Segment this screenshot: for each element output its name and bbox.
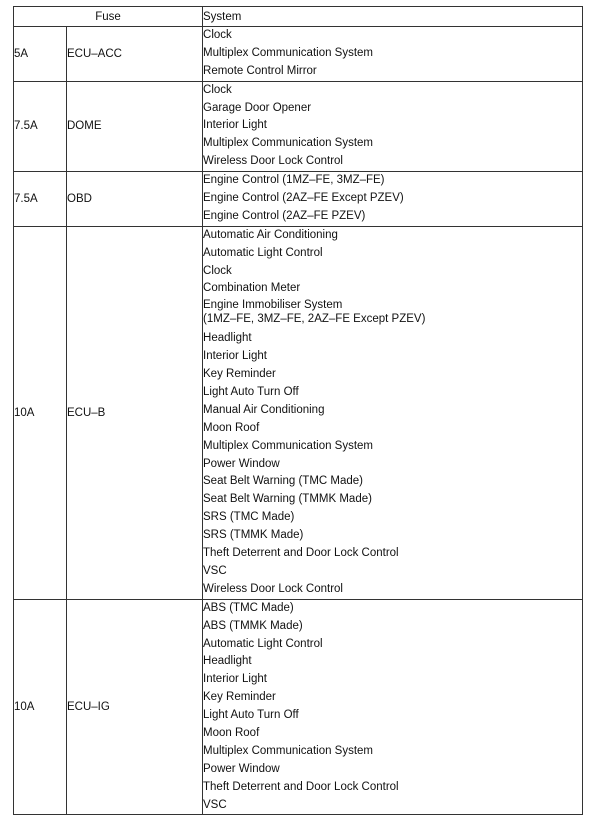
system-item: Seat Belt Warning (TMC Made) <box>203 475 363 488</box>
fuse-body <box>14 27 583 815</box>
system-item: Automatic Light Control <box>203 637 323 650</box>
system-item: Remote Control Mirror <box>203 64 317 77</box>
system-item: Multiplex Communication System <box>203 439 374 452</box>
system-item: Headlight <box>203 655 252 668</box>
system-item: Multiplex Communication System <box>203 744 374 757</box>
fuse-name: OBD <box>67 172 203 227</box>
system-item: VSC <box>203 798 227 811</box>
system-item: Power Window <box>203 762 280 775</box>
system-item: Wireless Door Lock Control <box>203 155 343 168</box>
system-item: Engine Control (2AZ–FE Except PZEV) <box>203 192 404 205</box>
system-list <box>203 172 583 227</box>
system-item: Interior Light <box>203 673 267 686</box>
fuse-row <box>14 81 583 171</box>
system-item: Automatic Light Control <box>203 246 323 259</box>
fuse-name: ECU–ACC <box>67 27 203 82</box>
system-item: Headlight <box>203 332 252 345</box>
fuse-row <box>14 599 583 815</box>
system-list <box>203 599 583 815</box>
system-item: SRS (TMMK Made) <box>203 529 304 542</box>
system-item: Engine Control (2AZ–FE PZEV) <box>203 209 366 222</box>
system-item: Engine Immobiliser System (1MZ–FE, 3MZ–FE, 2AZ–FE Except PZEV) <box>203 299 426 325</box>
system-item: Moon Roof <box>203 421 260 434</box>
fuse-row <box>14 226 583 599</box>
system-list <box>203 81 583 171</box>
system-item: Seat Belt Warning (TMMK Made) <box>203 493 372 506</box>
fuse-name: DOME <box>67 81 203 171</box>
system-item: Clock <box>203 83 232 96</box>
fuse-table <box>13 6 583 815</box>
system-list <box>203 226 583 599</box>
system-item: Moon Roof <box>203 726 260 739</box>
system-item: Key Reminder <box>203 368 276 381</box>
system-item: Interior Light <box>203 119 267 132</box>
system-item: Interior Light <box>203 350 267 363</box>
system-item: ABS (TMC Made) <box>203 601 294 614</box>
system-item: Automatic Air Conditioning <box>203 228 338 241</box>
fuse-name: ECU–B <box>67 226 203 599</box>
system-item: Wireless Door Lock Control <box>203 582 343 595</box>
header-row <box>14 7 583 27</box>
system-item: Combination Meter <box>203 282 301 295</box>
system-item: ABS (TMMK Made) <box>203 619 303 632</box>
fuse-name: ECU–IG <box>67 599 203 815</box>
system-item: VSC <box>203 564 227 577</box>
system-item: Multiplex Communication System <box>203 137 374 150</box>
system-item: Light Auto Turn Off <box>203 386 299 399</box>
system-item: Clock <box>203 29 232 41</box>
fuse-amperage: 7.5A <box>14 172 67 227</box>
system-item: Theft Deterrent and Door Lock Control <box>203 547 399 560</box>
system-item: Engine Control (1MZ–FE, 3MZ–FE) <box>203 174 385 187</box>
system-list <box>203 27 583 82</box>
system-item: Key Reminder <box>203 691 276 704</box>
fuse-row <box>14 172 583 227</box>
header-fuse: Fuse <box>14 7 203 27</box>
fuse-amperage: 7.5A <box>14 81 67 171</box>
fuse-amperage: 10A <box>14 226 67 599</box>
system-item: Clock <box>203 264 232 277</box>
header-system: System <box>203 7 583 27</box>
fuse-amperage: 5A <box>14 27 67 82</box>
fuse-amperage: 10A <box>14 599 67 815</box>
system-item: SRS (TMC Made) <box>203 511 295 524</box>
system-item: Garage Door Opener <box>203 101 312 114</box>
system-item: Theft Deterrent and Door Lock Control <box>203 780 399 793</box>
system-item: Light Auto Turn Off <box>203 709 299 722</box>
system-item: Multiplex Communication System <box>203 46 374 59</box>
fuse-row <box>14 27 583 82</box>
system-item: Power Window <box>203 457 280 470</box>
system-item: Manual Air Conditioning <box>203 403 325 416</box>
